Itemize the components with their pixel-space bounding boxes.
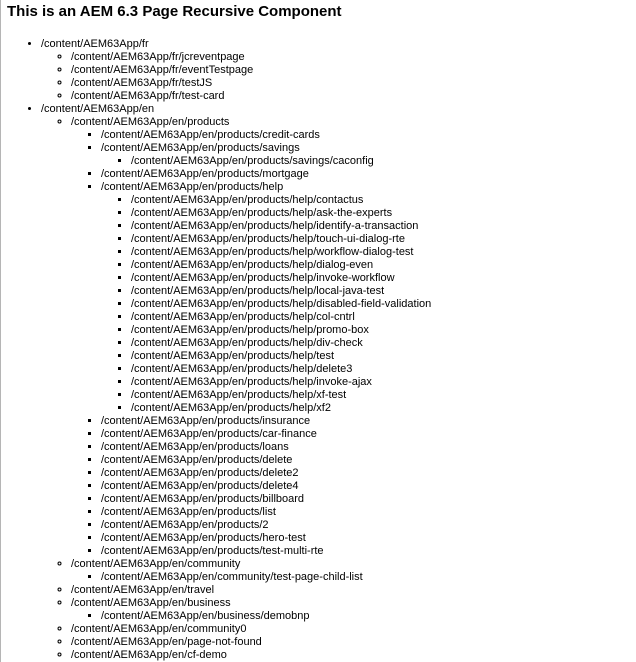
tree-item [101, 545, 636, 558]
tree-item [71, 623, 636, 636]
tree-sublist [71, 571, 636, 584]
tree-sublist [71, 610, 636, 623]
content-path-label: /content/AEM63App/en/products/help/disabled-field-validation [131, 298, 432, 310]
page-title: This is an AEM 6.3 Page Recursive Component [7, 3, 342, 20]
content-path-label: /content/AEM63App/en/business [71, 597, 231, 609]
tree-item [101, 142, 636, 168]
tree-sublist [41, 51, 636, 103]
content-path-label: /content/AEM63App/en/products/billboard [101, 493, 305, 505]
content-path-label: /content/AEM63App/fr/jcreventpage [71, 51, 245, 63]
content-path-label: /content/AEM63App/en/products/savings/caconfig [131, 155, 374, 167]
tree-item [101, 506, 636, 519]
tree-item [71, 597, 636, 623]
content-path-label: /content/AEM63App/en/products/list [101, 506, 276, 518]
content-path-label: /content/AEM63App/en/products [71, 116, 230, 128]
content-path-label: /content/AEM63App/en/products/help/promo-box [131, 324, 369, 336]
tree-item [71, 584, 636, 597]
tree-item [101, 168, 636, 181]
content-path-label: /content/AEM63App/fr/eventTestpage [71, 64, 254, 76]
content-path-label: /content/AEM63App/en/products/help/identify-a-transaction [131, 220, 419, 232]
content-path-label: /content/AEM63App/en/products/mortgage [101, 168, 309, 180]
tree-item [71, 649, 636, 662]
tree-item [101, 467, 636, 480]
content-path-label: /content/AEM63App/en/products/help/div-check [131, 337, 363, 349]
tree-item [131, 233, 636, 246]
content-path-label: /content/AEM63App/en/community [71, 558, 241, 570]
tree-item [101, 519, 636, 532]
tree-item [101, 493, 636, 506]
content-path-label: /content/AEM63App/en/products/help/invoke-ajax [131, 376, 372, 388]
tree-item [131, 350, 636, 363]
tree-item [131, 207, 636, 220]
content-path-label: /content/AEM63App/en [41, 103, 155, 115]
tree-item [131, 298, 636, 311]
tree-item [101, 454, 636, 467]
tree-sublist [101, 194, 636, 415]
content-path-tree [1, 38, 636, 662]
content-path-label: /content/AEM63App/en/page-not-found [71, 636, 262, 648]
tree-item [131, 376, 636, 389]
content-path-label: /content/AEM63App/en/products/delete2 [101, 467, 299, 479]
tree-item [101, 480, 636, 493]
tree-item [131, 311, 636, 324]
tree-item [71, 636, 636, 649]
content-path-label: /content/AEM63App/fr [41, 38, 149, 50]
content-path-label: /content/AEM63App/en/products/help/test [131, 350, 335, 362]
content-path-label: /content/AEM63App/en/community/test-page-child-list [101, 571, 363, 583]
content-path-label: /content/AEM63App/en/products/help/invoke-workflow [131, 272, 395, 284]
content-path-label: /content/AEM63App/en/products/help/col-cntrl [131, 311, 355, 323]
content-path-label: /content/AEM63App/en/products/hero-test [101, 532, 306, 544]
tree-item [131, 337, 636, 350]
tree-item [131, 272, 636, 285]
content-path-label: /content/AEM63App/en/products/credit-cards [101, 129, 320, 141]
tree-item [71, 77, 636, 90]
content-path-label: /content/AEM63App/en/products/help/dialog-even [131, 259, 374, 271]
tree-item [101, 181, 636, 415]
tree-item [131, 246, 636, 259]
content-path-label: /content/AEM63App/en/community0 [71, 623, 247, 635]
content-path-label: /content/AEM63App/en/business/demobnp [101, 610, 310, 622]
tree-item [101, 415, 636, 428]
tree-item [101, 610, 636, 623]
tree-item [131, 259, 636, 272]
content-path-label: /content/AEM63App/en/products/help/touch-ui-dialog-rte [131, 233, 405, 245]
content-path-label: /content/AEM63App/en/products/help [101, 181, 284, 193]
tree-item [101, 532, 636, 545]
tree-item [71, 116, 636, 558]
content-path-label: /content/AEM63App/en/products/loans [101, 441, 289, 453]
tree-item [71, 51, 636, 64]
tree-item [101, 571, 636, 584]
content-path-label: /content/AEM63App/en/cf-demo [71, 649, 227, 661]
tree-item [71, 90, 636, 103]
tree-sublist [71, 129, 636, 558]
content-path-label: /content/AEM63App/en/products/delete [101, 454, 293, 466]
content-path-label: /content/AEM63App/en/products/help/contactus [131, 194, 364, 206]
content-path-label: /content/AEM63App/en/products/test-multi-rte [101, 545, 324, 557]
tree-item [71, 64, 636, 77]
tree-item [131, 324, 636, 337]
tree-item [101, 428, 636, 441]
content-path-label: /content/AEM63App/en/products/delete4 [101, 480, 299, 492]
tree-item [71, 558, 636, 584]
tree-item [131, 363, 636, 376]
content-path-label: /content/AEM63App/en/products/help/delete3 [131, 363, 353, 375]
content-path-label: /content/AEM63App/en/products/help/local-java-test [131, 285, 385, 297]
tree-item [101, 441, 636, 454]
content-path-label: /content/AEM63App/en/travel [71, 584, 215, 596]
tree-item [131, 389, 636, 402]
tree-item [131, 194, 636, 207]
content-path-label: /content/AEM63App/en/products/insurance [101, 415, 311, 427]
tree-item [131, 155, 636, 168]
content-path-label: /content/AEM63App/fr/test-card [71, 90, 225, 102]
content-path-label: /content/AEM63App/en/products/help/xf2 [131, 402, 331, 414]
content-path-label: /content/AEM63App/en/products/car-finance [101, 428, 317, 440]
content-path-label: /content/AEM63App/en/products/savings [101, 142, 300, 154]
tree-item [101, 129, 636, 142]
tree-item [41, 38, 636, 103]
content-path-label: /content/AEM63App/en/products/help/xf-test [131, 389, 347, 401]
content-path-label: /content/AEM63App/fr/testJS [71, 77, 213, 89]
tree-item [131, 220, 636, 233]
tree-item [131, 402, 636, 415]
content-path-label: /content/AEM63App/en/products/help/ask-the-experts [131, 207, 393, 219]
tree-sublist [41, 116, 636, 662]
content-path-label: /content/AEM63App/en/products/2 [101, 519, 269, 531]
tree-item [41, 103, 636, 662]
tree-item [131, 285, 636, 298]
tree-sublist [101, 155, 636, 168]
content-path-label: /content/AEM63App/en/products/help/workflow-dialog-test [131, 246, 414, 258]
